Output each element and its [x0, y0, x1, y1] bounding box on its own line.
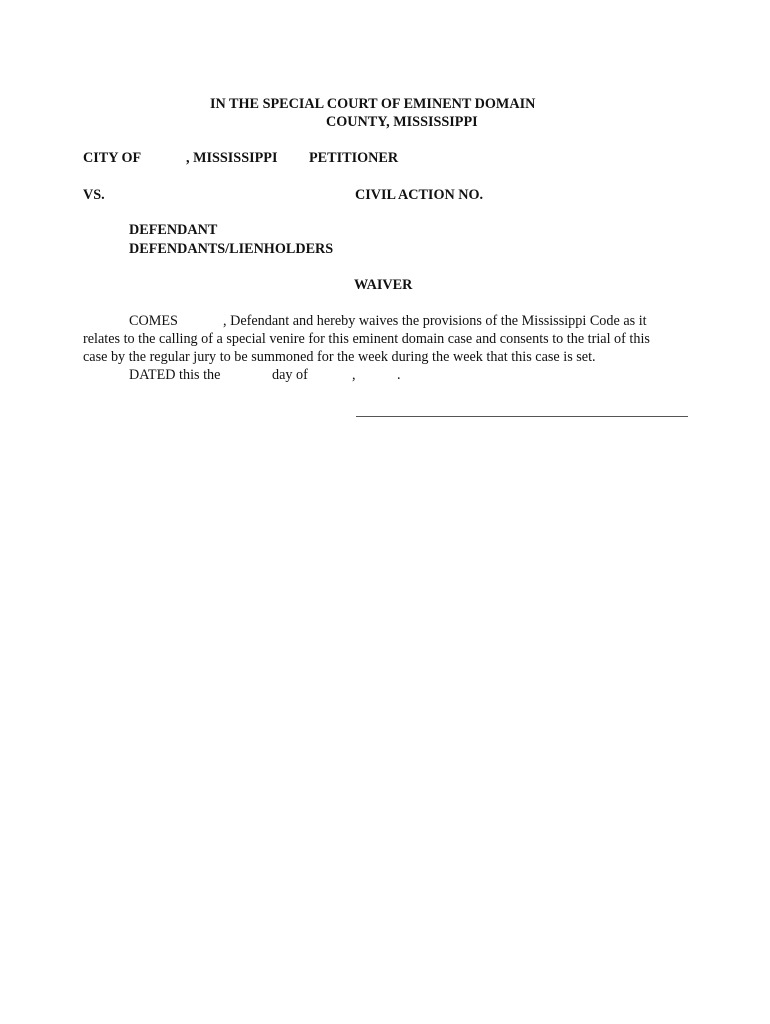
signature-line: [356, 416, 688, 417]
defendant-label: DEFENDANT: [129, 222, 218, 238]
defendants-lienholders-label: DEFENDANTS/LIENHOLDERS: [129, 241, 334, 257]
court-heading-line1: IN THE SPECIAL COURT OF EMINENT DOMAIN: [210, 96, 536, 112]
date-comma: ,: [352, 367, 356, 383]
document-title: WAIVER: [354, 277, 413, 293]
body-line3: case by the regular jury to be summoned for the week during the week that this case is set.: [83, 349, 596, 365]
comes-word: COMES: [129, 313, 178, 329]
court-heading-line2: COUNTY, MISSISSIPPI: [326, 114, 478, 130]
dated-this-the: DATED this the: [129, 367, 221, 383]
day-of: day of: [272, 367, 308, 383]
vs-label: VS.: [83, 187, 105, 203]
body-line1: , Defendant and hereby waives the provisions of the Mississippi Code as it: [223, 313, 647, 329]
civil-action-label: CIVIL ACTION NO.: [355, 187, 484, 203]
mississippi-label: , MISSISSIPPI: [186, 150, 278, 166]
date-period: .: [397, 367, 401, 383]
city-of-label: CITY OF: [83, 150, 142, 166]
body-line2: relates to the calling of a special venire for this eminent domain case and consents to the trial of this: [83, 331, 650, 347]
petitioner-label: PETITIONER: [309, 150, 399, 166]
